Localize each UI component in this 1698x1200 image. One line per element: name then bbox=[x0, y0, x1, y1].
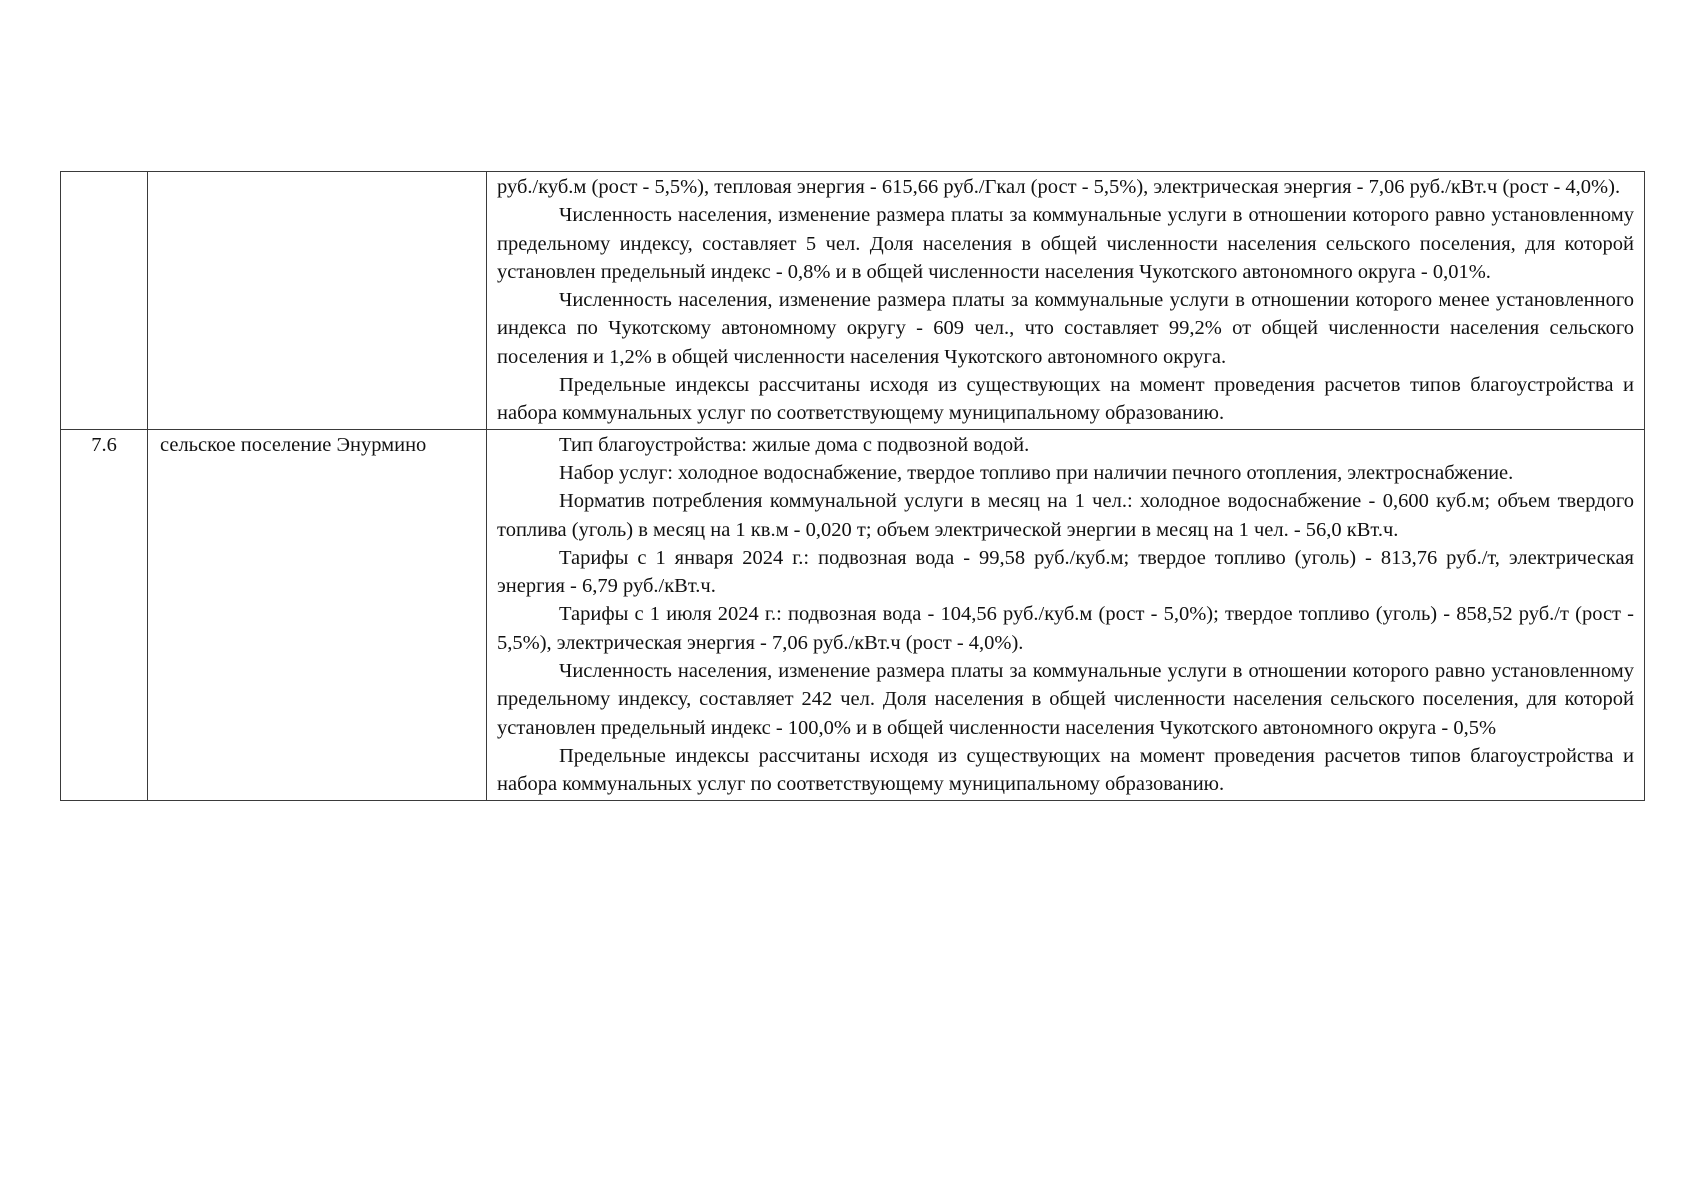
municipality-name-cell: сельское поселение Энурмино bbox=[148, 429, 487, 800]
description-paragraph: Тип благоустройства: жилые дома с подвозной водой. bbox=[559, 433, 1030, 456]
municipality-index-table bbox=[60, 171, 1645, 801]
description-paragraph: руб./куб.м (рост - 5,5%), тепловая энергия - 615,66 руб./Гкал (рост - 5,5%), электрическая энергия - 7,06 руб./кВт.ч (рост - 4,0%). bbox=[497, 176, 1621, 198]
description-paragraph: Норматив потребления коммунальной услуги в месяц на 1 чел.: холодное водоснабжение - 0,600 куб.м; объем твердого топлива (уголь) в месяц на 1 кв.м - 0,020 т; объем электрической энергии в месяц на 1 чел. - 56,0 кВт.ч. bbox=[497, 490, 1634, 541]
description-paragraph: Тарифы с 1 июля 2024 г.: подвозная вода - 104,56 руб./куб.м (рост - 5,0%); твердое топливо (уголь) - 858,52 руб./т (рост - 5,5%), электрическая энергия - 7,06 руб./кВт.ч (рост - 4,0%). bbox=[497, 603, 1634, 654]
description-cell bbox=[487, 172, 1645, 430]
description-paragraph: Предельные индексы рассчитаны исходя из существующих на момент проведения расчетов типов благоустройства и набора коммунальных услуг по соответствующему муниципальному образованию. bbox=[497, 744, 1634, 796]
row-number-cell bbox=[61, 172, 148, 430]
description-paragraph: Тарифы с 1 января 2024 г.: подвозная вода - 99,58 руб./куб.м; твердое топливо (уголь) - 813,76 руб./т, электрическая энергия - 6,79 руб./кВт.ч. bbox=[497, 546, 1634, 598]
table-row bbox=[61, 172, 1645, 430]
row-number-cell: 7.6 bbox=[61, 429, 148, 800]
description-paragraph: Численность населения, изменение размера платы за коммунальные услуги в отношении которого равно установленному предельному индексу, составляет 242 чел. Доля населения в общей численности населения сельского поселения, для которой установлен предельный индекс - 100,0% и в общей численности населения Чукотского автономного округа - 0,5% bbox=[497, 660, 1634, 739]
description-paragraph: Численность населения, изменение размера платы за коммунальные услуги в отношении которого менее установленного индекса по Чукотскому автономному округу - 609 чел., что составляет 99,2% от общей численности населения сельского поселения и 1,2% в общей численности населения Чукотского автономного округа. bbox=[497, 289, 1634, 368]
description-paragraph: Предельные индексы рассчитаны исходя из существующих на момент проведения расчетов типов благоустройства и набора коммунальных услуг по соответствующему муниципальному образованию. bbox=[497, 374, 1634, 425]
description-paragraph: Набор услуг: холодное водоснабжение, твердое топливо при наличии печного отопления, электроснабжение. bbox=[559, 461, 1514, 484]
municipality-name-cell bbox=[148, 172, 487, 430]
description-paragraph: Численность населения, изменение размера платы за коммунальные услуги в отношении которого равно установленному предельному индексу, составляет 5 чел. Доля населения в общей численности населения сельского поселения, для которой установлен предельный индекс - 0,8% и в общей численности населения Чукотского автономного округа - 0,01%. bbox=[497, 204, 1634, 283]
description-cell bbox=[487, 429, 1645, 800]
table-row bbox=[61, 429, 1645, 800]
